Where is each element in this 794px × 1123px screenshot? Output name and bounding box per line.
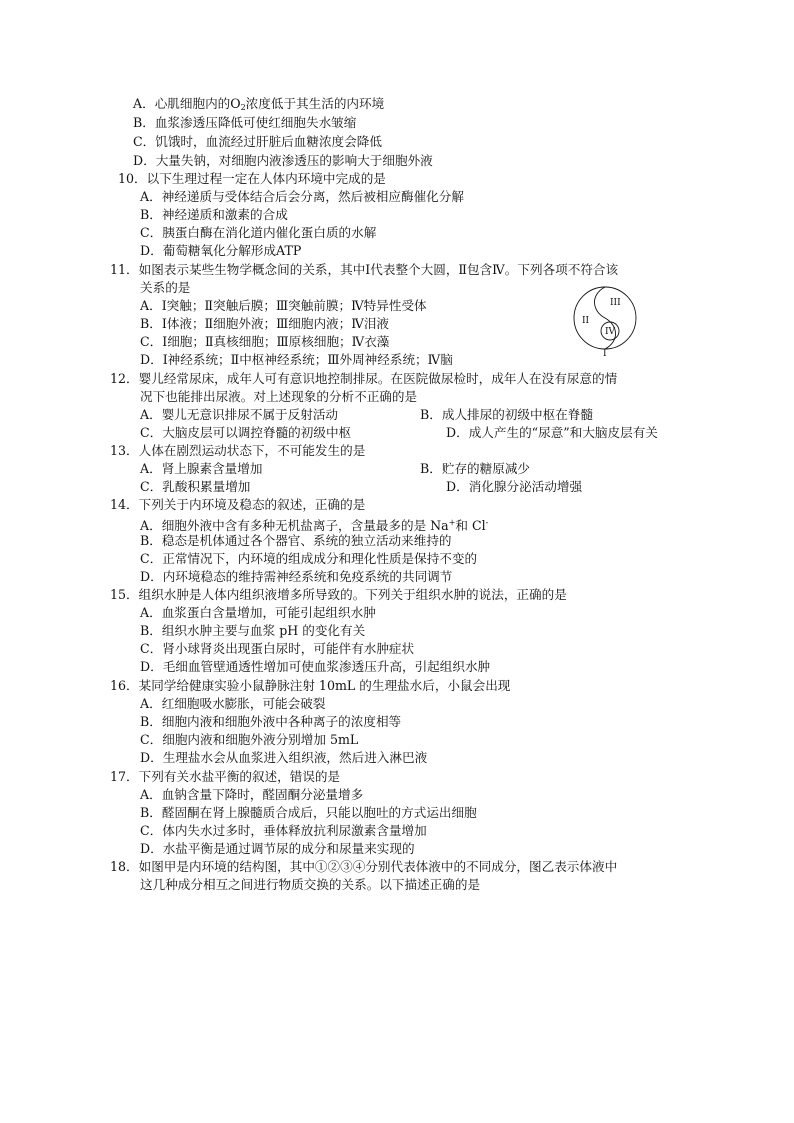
q17-stem: 17．下列有关水盐平衡的叙述，错误的是 <box>110 769 341 784</box>
q11-option-c: C．Ⅰ细胞；Ⅱ真核细胞；Ⅲ原核细胞；Ⅳ衣藻 <box>140 334 390 349</box>
q17-option-d: D．水盐平衡是通过调节尿的成分和尿量来实现的 <box>140 841 415 856</box>
concept-venn-diagram <box>570 285 640 357</box>
q11-stem-line1: 11．如图表示某些生物学概念间的关系，其中Ⅰ代表整个大圆，Ⅱ包含Ⅳ。下列各项不符合该 <box>110 262 619 277</box>
q14-option-b: B．稳态是机体通过各个器官、系统的独立活动来维持的 <box>140 533 452 548</box>
q14-stem: 14．下列关于内环境及稳态的叙述，正确的是 <box>110 497 366 512</box>
q13-option-d: D．消化腺分泌活动增强 <box>446 479 583 494</box>
q14-option-a: A．细胞外液中含有多种无机盐离子，含量最多的是 Na+和 Cl- <box>140 518 489 533</box>
q9-option-d: D．大量失钠，对细胞内液渗透压的影响大于细胞外液 <box>133 153 433 168</box>
q10-option-d: D．葡萄糖氧化分解形成ATP <box>140 243 302 258</box>
q12-option-c: C．大脑皮层可以调控脊髓的初级中枢 <box>140 425 352 440</box>
q11-option-d: D．Ⅰ神经系统；Ⅱ中枢神经系统；Ⅲ外周神经系统；Ⅳ脑 <box>140 352 453 367</box>
q13-stem: 13．人体在剧烈运动状态下，不可能发生的是 <box>110 443 366 458</box>
q17-option-c: C．体内失水过多时，垂体释放抗利尿激素含量增加 <box>140 823 427 838</box>
q10-stem: 10．以下生理过程一定在人体内环境中完成的是 <box>118 171 386 186</box>
q9-option-a: A．心肌细胞内的$O_2$浓度低于其生活的内环境 <box>133 96 385 112</box>
venn-label-II: II <box>582 316 590 326</box>
q12-option-d: D．成人产生的“尿意”和大脑皮层有关 <box>446 425 658 440</box>
q16-option-c: C．细胞内液和细胞外液分别增加 5mL <box>140 732 359 747</box>
q13-option-b: B．贮存的糖原减少 <box>420 461 531 476</box>
q14-option-c: C．正常情况下，内环境的组成成分和理化性质是保持不变的 <box>140 551 478 566</box>
q11-option-b: B．Ⅰ体液；Ⅱ细胞外液；Ⅲ细胞内液；Ⅳ泪液 <box>140 316 390 331</box>
q10-option-a: A．神经递质与受体结合后会分离，然后被相应酶催化分解 <box>140 189 464 204</box>
venn-label-IV: IV <box>605 327 616 337</box>
q15-stem: 15．组织水肿是人体内组织液增多所导致的。下列关于组织水肿的说法，正确的是 <box>110 587 567 602</box>
q15-option-b: B．组织水肿主要与血浆 pH 的变化有关 <box>140 623 366 638</box>
q15-option-d: D．毛细血管壁通透性增加可使血浆渗透压升高，引起组织水肿 <box>140 659 491 674</box>
q16-option-a: A．红细胞吸水膨胀，可能会破裂 <box>140 696 326 711</box>
q15-option-c: C．肾小球肾炎出现蛋白尿时，可能伴有水肿症状 <box>140 641 415 656</box>
q11-option-a: A．Ⅰ突触；Ⅱ突触后膜；Ⅲ突触前膜；Ⅳ特异性受体 <box>140 298 427 313</box>
q18-stem-line1: 18．如图甲是内环境的结构图，其中①②③④分别代表体液中的不同成分，图乙表示体液中 <box>110 859 618 874</box>
q17-option-a: A．血钠含量下降时，醛固酮分泌量增多 <box>140 787 364 802</box>
q16-option-d: D．生理盐水会从血浆进入组织液，然后进入淋巴液 <box>140 750 428 765</box>
q18-stem-line2: 这几种成分相互之间进行物质交换的关系。以下描述正确的是 <box>140 877 481 892</box>
q12-option-b: B．成人排尿的初级中枢在脊髓 <box>420 407 593 422</box>
q13-option-c: C．乳酸积累量增加 <box>140 479 251 494</box>
q14-option-d: D．内环境稳态的维持需神经系统和免疫系统的共同调节 <box>140 569 453 584</box>
q11-stem-line2: 关系的是 <box>140 280 191 295</box>
q10-option-c: C．胰蛋白酶在消化道内催化蛋白质的水解 <box>140 225 377 240</box>
venn-label-I: I <box>603 349 607 357</box>
q16-stem: 16．某同学给健康实验小鼠静脉注射 10mL 的生理盐水后，小鼠会出现 <box>110 678 511 693</box>
q9-option-c: C．饥饿时，血流经过肝脏后血糖浓度会降低 <box>133 134 382 149</box>
q16-option-b: B．细胞内液和细胞外液中各种离子的浓度相等 <box>140 714 402 729</box>
q9-option-b: B．血浆渗透压降低可使红细胞失水皱缩 <box>133 115 357 130</box>
q12-option-a: A．婴儿无意识排尿不属于反射活动 <box>140 407 339 422</box>
venn-label-III: III <box>610 298 621 308</box>
q17-option-b: B．醛固酮在肾上腺髓质合成后，只能以胞吐的方式运出细胞 <box>140 805 477 820</box>
q13-option-a: A．肾上腺素含量增加 <box>140 461 263 476</box>
q10-option-b: B．神经递质和激素的合成 <box>140 207 288 222</box>
q12-stem-line1: 12．婴儿经常尿床，成年人可有意识地控制排尿。在医院做尿检时，成年人在没有尿意的情 <box>110 371 618 386</box>
q12-stem-line2: 况下也能排出尿液。对上述现象的分析不正确的是 <box>140 389 418 404</box>
q15-option-a: A．血浆蛋白含量增加，可能引起组织水肿 <box>140 605 376 620</box>
